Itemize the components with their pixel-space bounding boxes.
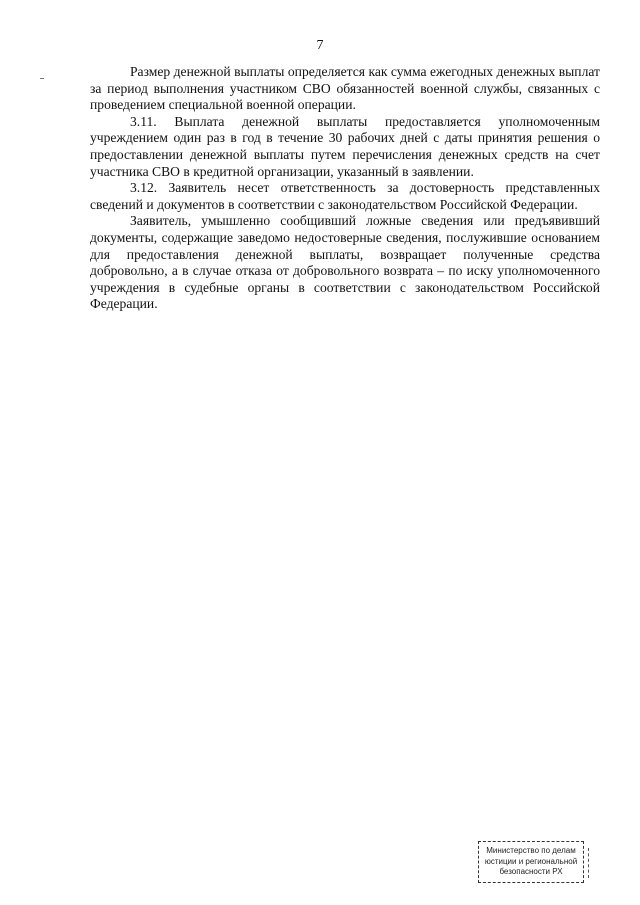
paragraph-3-11: 3.11. Выплата денежной выплаты предоставляется уполномоченным учреждением один раз в год в течение 30 рабочих дней с даты принятия решения о предоставлении денежной выплаты путем перечисления денежных средств на счет участника СВО в кредитной организации, указанный в заявлении.	[90, 113, 600, 179]
paragraph-payment-size: Размер денежной выплаты определяется как сумма ежегодных денежных выплат за период выполнения участником СВО обязанностей военной службы, связанных с проведением специальной военной операции.	[90, 64, 600, 113]
ministry-stamp	[478, 841, 584, 883]
stamp-line-2: юстиции и региональной	[484, 856, 578, 866]
stamp-edge-mark	[588, 848, 590, 878]
page-number: 7	[316, 38, 324, 53]
paragraph-3-12: 3.12. Заявитель несет ответственность за достоверность представленных сведений и документов в соответствии с законодательством Российской Федерации.	[90, 180, 600, 212]
stamp-line-3: безопасности РХ	[499, 867, 563, 876]
paragraph-false-info: Заявитель, умышленно сообщивший ложные сведения или предъявивший документы, содержащие заведомо недостоверные сведения, послужившие основанием для предоставления денежной выплаты, возвращает полученные средства добровольно, а в случае отказа от добровольного возврата – по иску уполномоченного учреждения в судебные органы в соответствии с законодательством Российской Федерации.	[90, 213, 600, 312]
stamp-line-1: Министерство по делам	[486, 846, 576, 855]
margin-mark	[40, 78, 44, 79]
document-body	[90, 64, 600, 313]
